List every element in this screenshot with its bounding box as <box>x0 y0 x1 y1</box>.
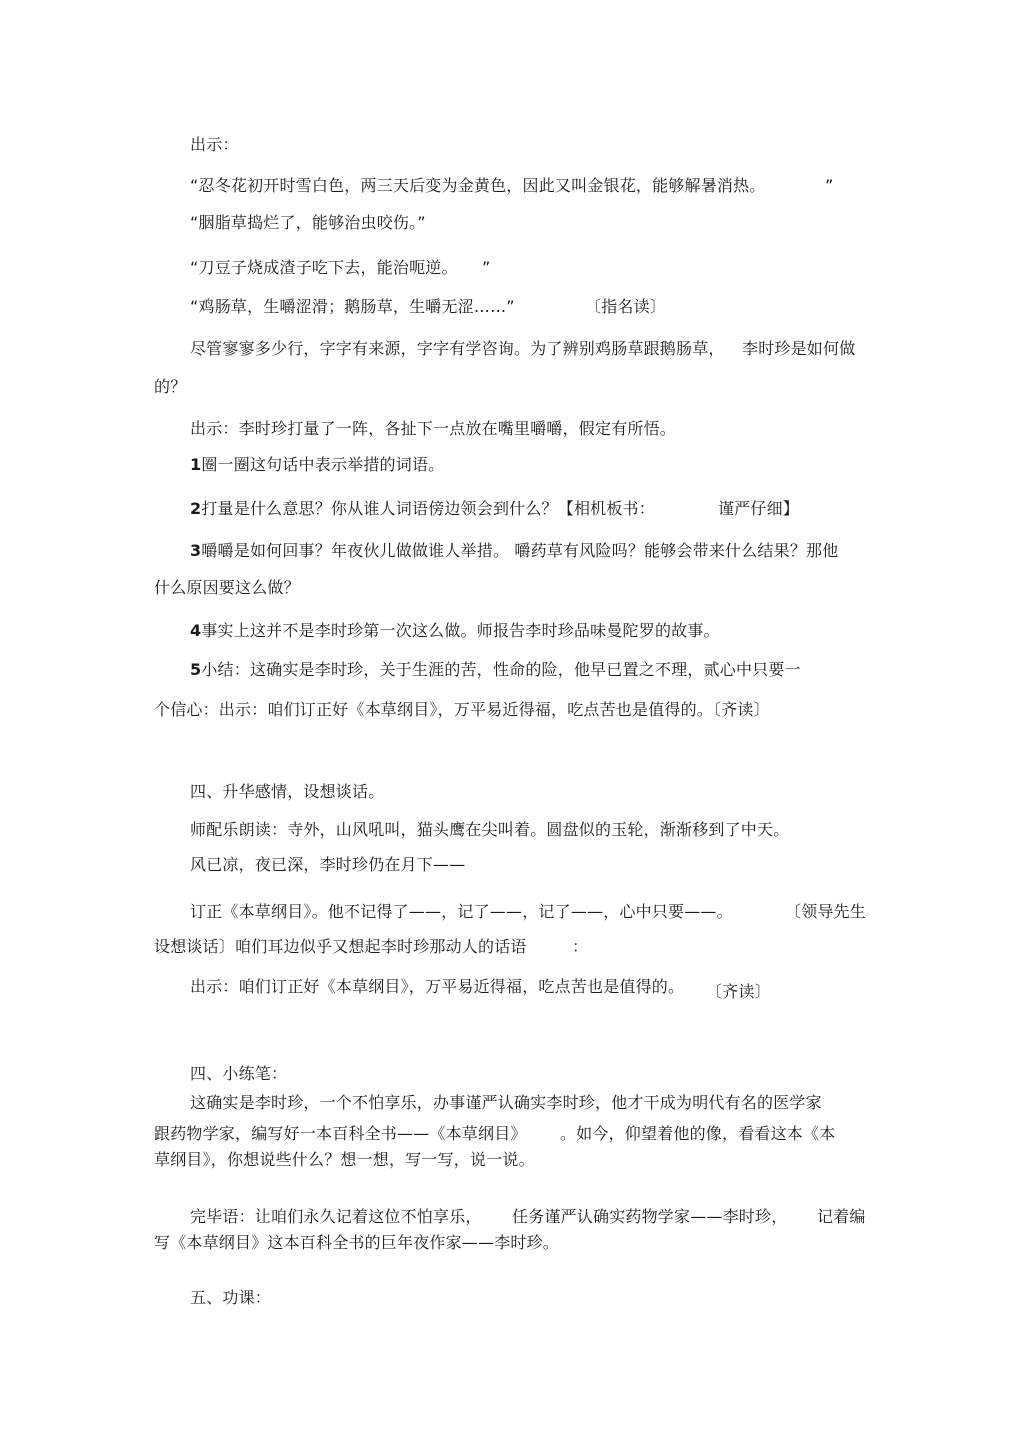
quote-sword-bean-close: ” <box>482 258 491 277</box>
list-text: 小结：这确实是李时珍，关于生涯的苦，性命的险，他早已置之不理，贰心中只要一 <box>201 660 801 679</box>
list-text: 圈一圈这句话中表示举措的词语。 <box>201 455 445 474</box>
show-sentence: 出示：李时珍打量了一阵，各扯下一点放在嘴里嚼嚼，假定有所悟。 <box>190 419 677 438</box>
reading-note: 〔指名读〕 <box>585 297 667 316</box>
paragraph-text: 订正《本草纲目》。他不记得了——，记了——，记了——，心中只要——。 <box>190 902 733 921</box>
paragraph-text: 跟药物学家，编写好一本百科全书——《本草纲目》 <box>154 1124 527 1143</box>
list-number: 1 <box>190 455 202 474</box>
closing-text: 记着编 <box>817 1207 866 1226</box>
list-item <box>190 499 655 519</box>
section-heading: 四、小练笔： <box>190 1064 288 1083</box>
list-item <box>190 660 801 680</box>
list-number: 2 <box>190 499 202 518</box>
paragraph-text: 李时珍是如何做 <box>742 339 856 358</box>
list-item <box>190 541 838 561</box>
paragraph-text: 师配乐朗读：寺外，山风吼叫，猫头鹰在尖叫着。圆盘似的玉轮，渐渐移到了中天。 <box>190 820 790 839</box>
quote-chickweed: “鸡肠草，生嚼涩滑；鹅肠草，生嚼无涩……” <box>190 297 515 316</box>
paragraph-text: 这确实是李时珍，一个不怕享乐，办事谨严认确实李时珍，他才干成为明代有名的医学家 <box>190 1093 822 1112</box>
quote-rouge-grass: “胭脂草捣烂了，能够治虫咬伤。” <box>190 213 426 232</box>
paragraph-text: 。如今，仰望着他的像，看看这本《本 <box>560 1124 836 1143</box>
list-item <box>190 455 444 475</box>
list-text: 嚼嚼是如何回事？年夜伙儿做做谁人举措。 嚼药草有风险吗？能够会带来什么结果？那他 <box>201 541 839 560</box>
paragraph-text: ： <box>572 937 589 956</box>
section-heading: 四、升华感情，设想谈话。 <box>190 782 385 801</box>
paragraph-text: 风已凉，夜已深，李时珍仍在月下—— <box>190 855 466 874</box>
list-number: 5 <box>190 660 202 679</box>
paragraph-text: 设想谈话〕咱们耳边似乎又想起李时珍那动人的话语 <box>154 937 527 956</box>
paragraph-text: 什么原因要这么做？ <box>154 578 300 597</box>
section-heading: 五、功课： <box>190 1288 272 1307</box>
quote-honeysuckle: “忍冬花初开时雪白色，两三天后变为金黄色，因此又叫金银花，能够解暑消热。 <box>190 176 766 195</box>
paragraph-text: 尽管寥寥多少行，字字有来源，字字有学咨询。为了辨别鸡肠草跟鹅肠草， <box>190 339 725 358</box>
closing-text: 完毕语：让咱们永久记着这位不怕享乐， <box>190 1207 482 1226</box>
paragraph-text: 〔领导先生 <box>785 902 867 921</box>
quote-honeysuckle-close: ” <box>825 176 834 195</box>
closing-text: 写《本草纲目》这本百科全书的巨年夜作家——李时珍。 <box>154 1233 560 1252</box>
show-sentence: 出示：咱们订正好《本草纲目》，万平易近得福，吃点苦也是值得的。 <box>190 977 685 996</box>
closing-text: 任务谨严认确实药物学家——李时珍， <box>512 1207 788 1226</box>
paragraph-text: 草纲目》，你想说些什么？想一想，写一写，说一说。 <box>154 1150 535 1169</box>
paragraph-text: 个信心：出示：咱们订正好《本草纲目》，万平易近得福，吃点苦也是值得的。〔齐读〕 <box>154 700 770 719</box>
list-item <box>190 621 720 641</box>
heading-show: 出示： <box>190 135 239 154</box>
list-number: 4 <box>190 621 202 640</box>
list-number: 3 <box>190 541 202 560</box>
list-text: 打量是什么意思？你从谁人词语傍边领会到什么？【相机板书： <box>201 499 655 518</box>
blackboard-note: 谨严仔细】 <box>718 499 800 518</box>
paragraph-text: 的？ <box>154 377 187 396</box>
reading-note: 〔齐读〕 <box>706 982 771 1001</box>
quote-sword-bean: “刀豆子烧成渣子吃下去，能治呃逆。 <box>190 258 458 277</box>
list-text: 事实上这并不是李时珍第一次这么做。师报告李时珍品味曼陀罗的故事。 <box>201 621 720 640</box>
